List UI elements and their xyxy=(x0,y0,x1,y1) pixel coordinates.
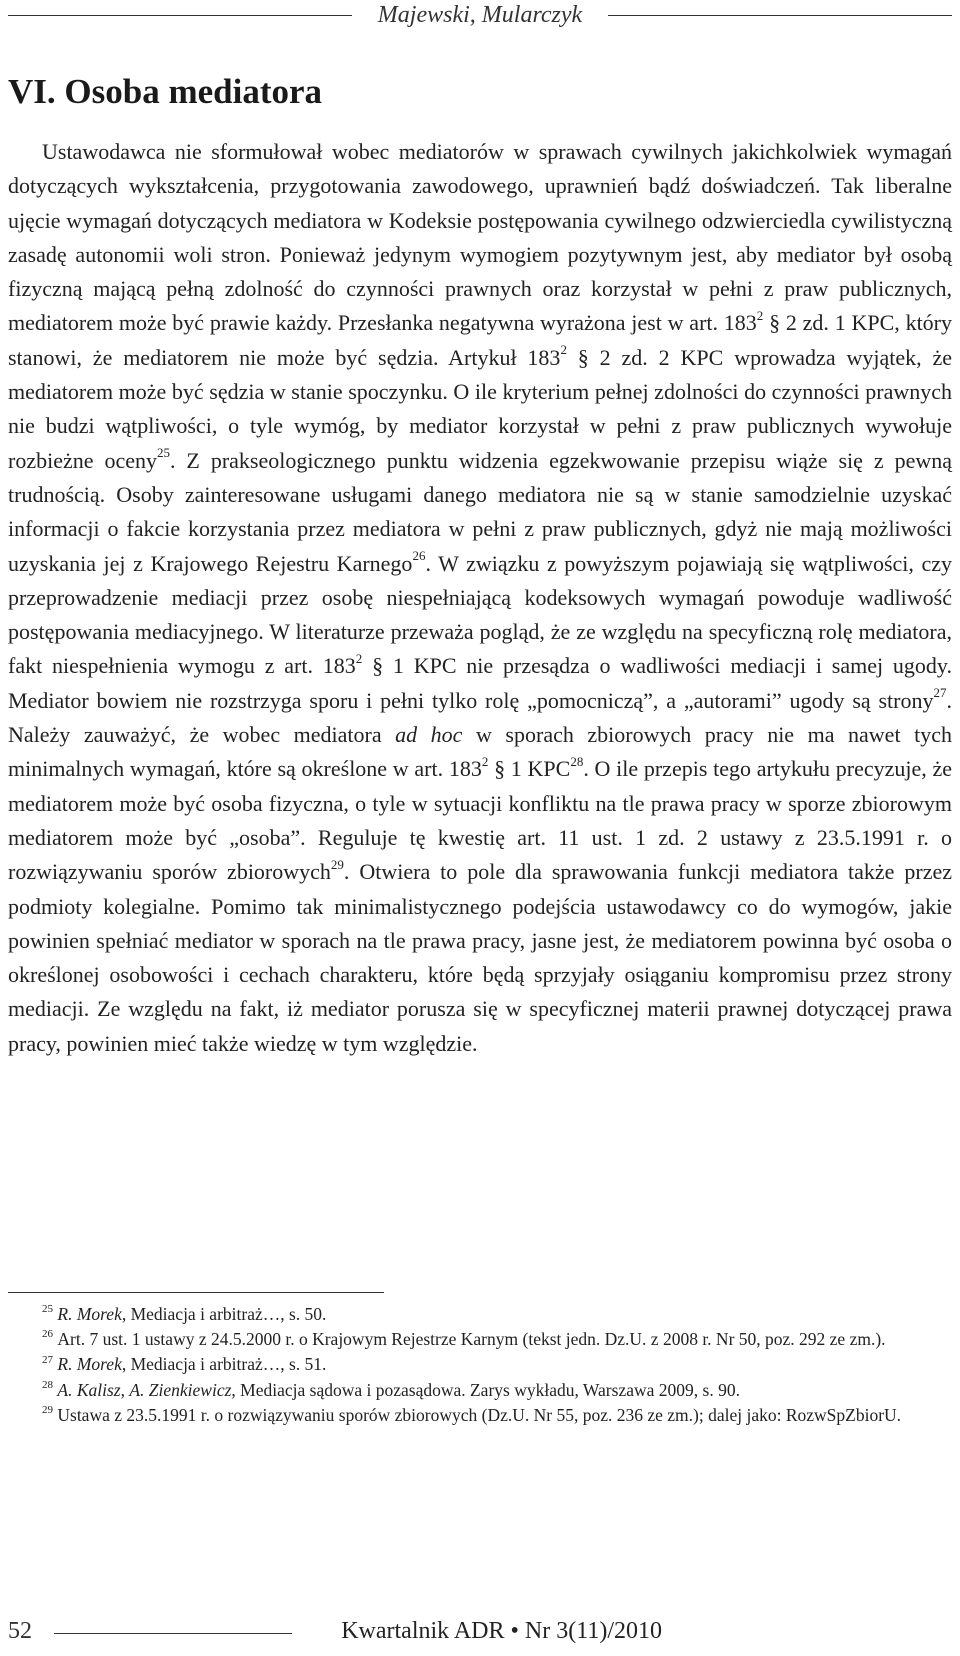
footnote-number: 26 xyxy=(42,1328,53,1341)
footnote-ref: 27 xyxy=(933,685,947,701)
footnote xyxy=(8,1302,952,1327)
footnote-ref: 2 xyxy=(756,308,764,324)
header-rule-right xyxy=(608,15,952,16)
header-rule-left xyxy=(8,15,352,16)
text-run: , Mediacja i arbitraż…, s. 50. xyxy=(121,1304,327,1324)
journal-name: Kwartalnik ADR • Nr 3(11)/2010 xyxy=(341,1618,662,1644)
text-run: . O ile przepis tego artykułu precyzuje, że mediatorem może być osoba fizyczna, o tyle w sytuacji konfliktu na tle prawa pracy w sporze zbiorowym mediatorem może być „osoba”. Reguluje tę kwestię art. 11 ust. 1 zd. 2 ustawy z 23.5.1991 r. o rozwiązywaniu sporów zbiorowych xyxy=(8,756,953,885)
footnote-ref: 25 xyxy=(156,445,170,461)
text-run: Ustawa z 23.5.1991 r. o rozwiązywaniu sporów zbiorowych (Dz.U. Nr 55, poz. 236 ze zm.); dalej jako: RozwSpZbiorU. xyxy=(57,1404,902,1425)
footnote-number: 27 xyxy=(42,1353,53,1366)
footnote xyxy=(8,1378,952,1403)
text-run: § 1 KPC xyxy=(488,756,571,782)
footnotes xyxy=(8,1302,952,1428)
body-text xyxy=(8,135,952,1061)
text-run: , Mediacja sądowa i pozasądowa. Zarys wykładu, Warszawa 2009, s. 90. xyxy=(231,1379,740,1400)
italic-run: A. Kalisz xyxy=(57,1379,121,1400)
italic-run: R. Morek xyxy=(57,1354,122,1375)
text-run: . Z prakseologicznego punktu widzenia egzekwowanie przepisu wiąże się z pewną trudnością. Osoby zainteresowane usługami danego mediatora nie są w stanie samodzielnie uzyskać informacji o fakcie korzystania przez mediatora w pełni z praw publicznych, gdyż nie mają możliwości uzyskania jej z Krajowego Rejestru Karnego xyxy=(8,447,953,576)
footnote-number: 28 xyxy=(42,1378,53,1391)
text-run: Art. 7 ust. 1 ustawy z 24.5.2000 r. o Krajowym Rejestrze Karnym (tekst jedn. Dz.U. z 2008 r. Nr 50, poz. 292 ze zm.). xyxy=(57,1329,886,1350)
section-title: VI. Osoba mediatora xyxy=(8,72,323,111)
footnote xyxy=(8,1403,952,1428)
running-header xyxy=(0,0,960,34)
italic-run: R. Morek xyxy=(57,1304,122,1324)
italic-run: A. Zienkiewicz xyxy=(129,1379,232,1400)
text-run: . Należy zauważyć, że wobec mediatora xyxy=(8,687,952,748)
text-run: , xyxy=(120,1379,130,1400)
footnote-number: 25 xyxy=(42,1303,53,1316)
text-run: § 2 zd. 1 KPC, który stanowi, że mediatorem nie może być sędzia. Artykuł 183 xyxy=(8,310,953,370)
footnote-ref: 2 xyxy=(560,342,567,358)
footnote xyxy=(8,1327,952,1352)
footnote-ref: 28 xyxy=(570,754,584,770)
text-run: w sporach zbiorowych pracy nie ma nawet tych minimalnych wymagań, które są określone w art. 183 xyxy=(8,722,952,782)
footnote-number: 29 xyxy=(42,1403,53,1416)
text-run: § 1 KPC nie przesądza o wadliwości mediacji i samej ugody. Mediator bowiem nie rozstrzyga sporu i pełni tylko rolę „pomocniczą”, a „autorami” ugody są strony xyxy=(8,653,952,713)
text-run: Ustawodawca nie sformułował wobec mediatorów w sprawach cywilnych jakichkolwiek wymagań dotyczących wykształcenia, przygotowania zawodowego, uprawnień bądź doświadczeń. Tak liberalne ujęcie wymagań dotyczących mediatora w Kodeksie postępowania cywilnego odzwierciedla cywilistyczną zasadę autonomii woli stron. Ponieważ jedynym wymogiem pozytywnym jest, aby mediator był osobą fizyczną mającą pełną zdolność do czynności prawnych oraz korzystał w pełni z praw publicznych, mediatorem może być prawie każdy. Przesłanka negatywna wyrażona jest w art. 183 xyxy=(8,139,952,336)
footnote-ref: 2 xyxy=(481,754,489,770)
text-run: § 2 zd. 2 KPC wprowadza wyjątek, że mediatorem może być sędzia w stanie spoczynku. O ile kryterium pełnej zdolności do czynności prawnych nie budzi wątpliwości, o tyle wymóg, by mediator korzystał w pełni z praw publicznych wywołuje rozbieżne oceny xyxy=(8,344,952,473)
main-paragraph xyxy=(8,135,952,1061)
text-run: . Otwiera to pole dla sprawowania funkcji mediatora także przez podmioty kolegialne. Pomimo tak minimalistycznego podejścia ustawodawcy co do wymogów, jakie powinien spełniać mediator w sporach na tle prawa pracy, jasne jest, że mediatorem powinna być osoba o określonej osobowości i cechach charakteru, które będą sprzyjały osiąganiu kompromisu przez strony mediacji. Ze względu na fakt, iż mediator porusza się w specyficznej materii prawnej dotyczącej prawa pracy, powinien mieć także wiedzę w tym względzie. xyxy=(8,859,952,1056)
text-run: . W związku z powyższym pojawiają się wątpliwości, czy przeprowadzenie mediacji przez osobę niespełniającą kodeksowych wymagań powoduje wadliwość postępowania mediacyjnego. W literaturze przeważa pogląd, że ze względu na specyficzną rolę mediatora, fakt niespełnienia wymogu z art. 183 xyxy=(8,550,953,679)
footnote-separator xyxy=(8,1292,384,1293)
text-run: , Mediacja i arbitraż…, s. 51. xyxy=(121,1354,327,1375)
footnote-ref: 2 xyxy=(355,651,363,667)
running-head-authors: Majewski, Mularczyk xyxy=(377,2,583,28)
footnote-ref: 26 xyxy=(412,548,426,564)
page-footer xyxy=(8,1612,952,1652)
footnote-ref: 29 xyxy=(330,856,344,872)
italic-run: ad hoc xyxy=(395,722,463,748)
page-number: 52 xyxy=(8,1618,32,1644)
footnote xyxy=(8,1352,952,1377)
footer-rule xyxy=(54,1633,292,1634)
